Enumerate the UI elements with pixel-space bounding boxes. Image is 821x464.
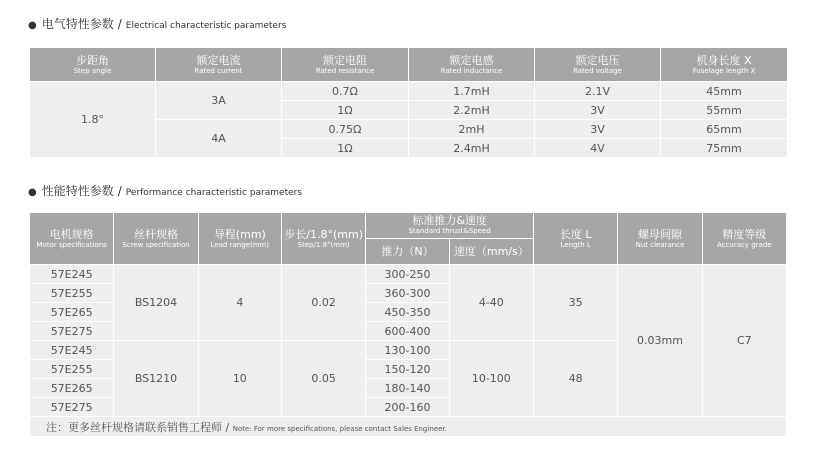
inductance-cell: 2mH bbox=[409, 120, 535, 139]
lead-cell: 4 bbox=[198, 265, 281, 341]
motor-cell: 57E245 bbox=[30, 265, 114, 284]
length-cell: 55mm bbox=[661, 101, 788, 120]
resistance-cell: 0.75Ω bbox=[282, 120, 409, 139]
bullet-icon: ● bbox=[28, 187, 37, 198]
screw-cell: BS1210 bbox=[114, 341, 198, 417]
resistance-cell: 1Ω bbox=[282, 139, 409, 158]
electrical-title-en: Electrical characteristic parameters bbox=[125, 21, 287, 31]
thrust-cell: 450-350 bbox=[366, 303, 449, 322]
speed-cell: 10-100 bbox=[449, 341, 533, 417]
thrust-cell: 200-160 bbox=[366, 398, 449, 417]
header-fuselage-length: 机身长度 X Fuselage length X bbox=[661, 48, 788, 82]
voltage-cell: 4V bbox=[535, 139, 661, 158]
motor-cell: 57E265 bbox=[30, 379, 114, 398]
thrust-cell: 360-300 bbox=[366, 284, 449, 303]
thrust-cell: 150-120 bbox=[366, 360, 449, 379]
motor-cell: 57E265 bbox=[30, 303, 114, 322]
electrical-header-row bbox=[30, 48, 788, 82]
motor-cell: 57E275 bbox=[30, 322, 114, 341]
voltage-cell: 2.1V bbox=[535, 82, 661, 101]
thrust-cell: 600-400 bbox=[366, 322, 449, 341]
screw-cell: BS1204 bbox=[114, 265, 198, 341]
table-row bbox=[30, 265, 787, 284]
header-step-angle: 步距角 Step angle bbox=[30, 48, 156, 82]
length-cell: 48 bbox=[533, 341, 617, 417]
resistance-cell: 1Ω bbox=[282, 101, 409, 120]
step-cell: 0.05 bbox=[281, 341, 365, 417]
note-en: Note: For more specifications, please contact Sales Engineer. bbox=[232, 424, 447, 433]
header-nut-clearance: 螺母间隙 Nut clearance bbox=[618, 213, 702, 265]
note-zh: 注：更多丝杆规格请联系销售工程师 bbox=[46, 420, 222, 434]
speed-cell: 4-40 bbox=[449, 265, 533, 341]
motor-cell: 57E245 bbox=[30, 341, 114, 360]
header-screw-spec: 丝杆规格 Screw specification bbox=[114, 213, 198, 265]
accuracy-cell: C7 bbox=[702, 265, 786, 417]
performance-title-zh: 性能特性参数 bbox=[41, 184, 114, 198]
length-cell: 75mm bbox=[661, 139, 788, 158]
electrical-title-zh: 电气特性参数 bbox=[41, 17, 114, 31]
inductance-cell: 1.7mH bbox=[409, 82, 535, 101]
bullet-icon: ● bbox=[28, 20, 37, 31]
header-thrust-speed: 标准推力&速度 Standard thrust&Speed bbox=[366, 213, 534, 239]
thrust-cell: 130-100 bbox=[366, 341, 449, 360]
length-cell: 65mm bbox=[661, 120, 788, 139]
note-separator: / bbox=[225, 420, 230, 434]
note-cell bbox=[30, 417, 787, 437]
header-rated-resistance: 额定电阻 Rated resistance bbox=[282, 48, 409, 82]
motor-cell: 57E255 bbox=[30, 284, 114, 303]
performance-table bbox=[29, 212, 787, 437]
step-cell: 0.02 bbox=[281, 265, 365, 341]
header-motor-spec: 电机规格 Motor specifications bbox=[30, 213, 114, 265]
motor-cell: 57E275 bbox=[30, 398, 114, 417]
rated-current-cell: 4A bbox=[156, 120, 282, 158]
header-length: 长度 L Length L bbox=[533, 213, 617, 265]
thrust-cell: 300-250 bbox=[366, 265, 449, 284]
header-accuracy: 精度等级 Accuracy grade bbox=[702, 213, 786, 265]
inductance-cell: 2.4mH bbox=[409, 139, 535, 158]
performance-section-title bbox=[28, 182, 302, 199]
table-row bbox=[30, 82, 788, 101]
header-rated-current: 额定电流 Rated current bbox=[156, 48, 282, 82]
nut-clearance-cell: 0.03mm bbox=[618, 265, 702, 417]
step-angle-cell: 1.8° bbox=[30, 82, 156, 158]
rated-current-cell: 3A bbox=[156, 82, 282, 120]
length-cell: 35 bbox=[533, 265, 617, 341]
header-rated-inductance: 额定电感 Rated inductance bbox=[409, 48, 535, 82]
voltage-cell: 3V bbox=[535, 101, 661, 120]
title-separator: / bbox=[117, 184, 122, 198]
header-step: 步长/1.8°(mm) Step/1.8°(mm) bbox=[281, 213, 365, 265]
header-thrust: 推力（N） bbox=[366, 239, 449, 265]
performance-header-row bbox=[30, 213, 787, 239]
performance-title-en: Performance characteristic parameters bbox=[125, 188, 303, 198]
resistance-cell: 0.7Ω bbox=[282, 82, 409, 101]
voltage-cell: 3V bbox=[535, 120, 661, 139]
thrust-cell: 180-140 bbox=[366, 379, 449, 398]
header-speed: 速度（mm/s） bbox=[449, 239, 533, 265]
electrical-section-title bbox=[28, 15, 286, 32]
title-separator: / bbox=[117, 17, 122, 31]
header-rated-voltage: 额定电压 Rated voltage bbox=[535, 48, 661, 82]
inductance-cell: 2.2mH bbox=[409, 101, 535, 120]
length-cell: 45mm bbox=[661, 82, 788, 101]
header-lead-range: 导程(mm) Lead range(mm) bbox=[198, 213, 281, 265]
electrical-table bbox=[29, 47, 788, 158]
lead-cell: 10 bbox=[198, 341, 281, 417]
note-row bbox=[30, 417, 787, 437]
motor-cell: 57E255 bbox=[30, 360, 114, 379]
